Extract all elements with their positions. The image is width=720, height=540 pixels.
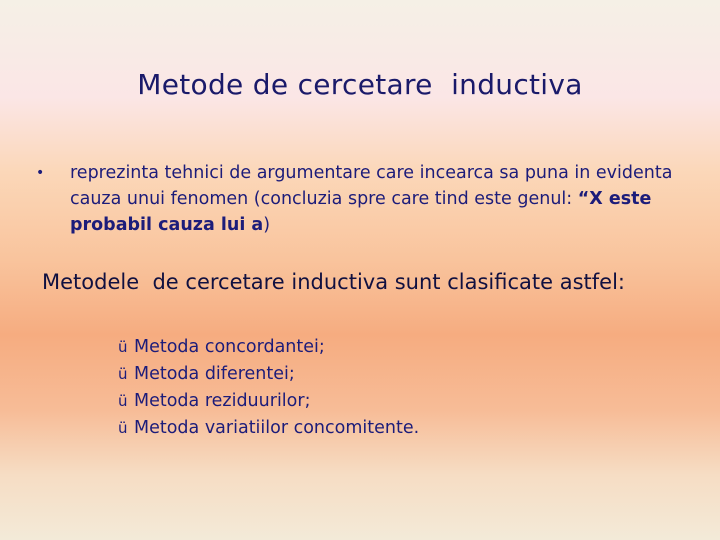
list-item-label: Metoda diferentei; bbox=[134, 364, 295, 384]
bullet-paragraph bbox=[36, 160, 686, 238]
bullet-text-main: reprezinta tehnici de argumentare care incearca sa puna in evidenta cauza unui fenomen (concluzia spre care tind este genul: bbox=[70, 163, 673, 209]
methods-checklist bbox=[118, 334, 419, 442]
bullet-dot-icon: • bbox=[36, 165, 45, 181]
list-item-label: Metoda concordantei; bbox=[134, 337, 325, 357]
section-subheading: Metodele de cercetare inductiva sunt clasificate astfel: bbox=[42, 270, 625, 294]
bullet-text bbox=[70, 160, 686, 238]
list-item bbox=[118, 415, 419, 442]
list-item bbox=[118, 361, 419, 388]
list-item bbox=[118, 388, 419, 415]
list-item bbox=[118, 334, 419, 361]
list-item-label: Metoda reziduurilor; bbox=[134, 391, 311, 411]
check-icon: ü bbox=[118, 419, 128, 437]
slide-title: Metode de cercetare inductiva bbox=[137, 68, 583, 101]
bullet-text-end: ) bbox=[263, 215, 271, 235]
check-icon: ü bbox=[118, 338, 128, 356]
check-icon: ü bbox=[118, 392, 128, 410]
check-icon: ü bbox=[118, 365, 128, 383]
bullet-text-bold: “X este probabil cauza lui a bbox=[70, 189, 652, 235]
list-item-label: Metoda variatiilor concomitente. bbox=[134, 418, 420, 438]
